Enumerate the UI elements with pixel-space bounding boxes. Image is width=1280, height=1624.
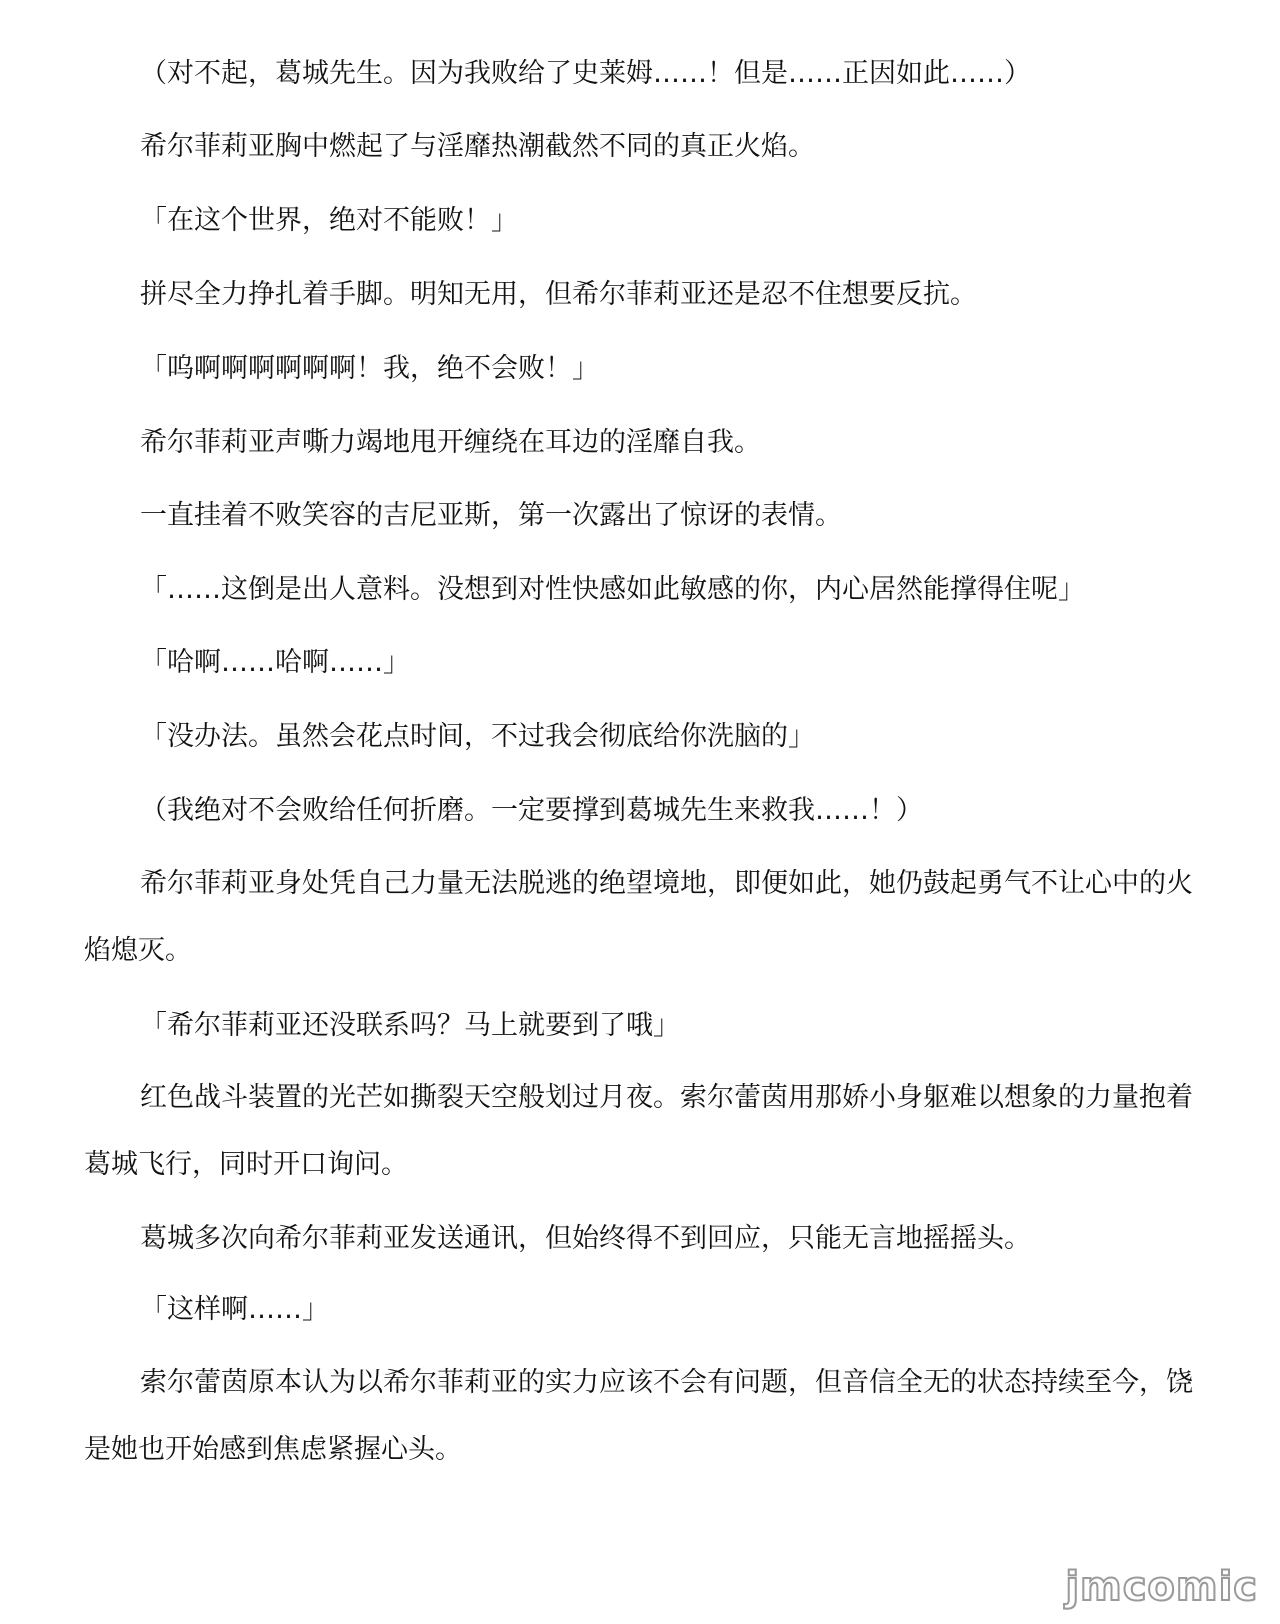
paragraph-11: （我绝对不会败给任何折磨。一定要撑到葛城先生来救我……！） [140,795,923,826]
paragraph-3: 「在这个世界，绝对不能败！」 [140,205,518,236]
paragraph-17: 索尔蕾茵原本认为以希尔菲莉亚的实力应该不会有问题，但音信全无的状态持续至今，饶是她也开始感到焦虑紧握心头。 [84,1367,1193,1465]
paragraph-8: 「……这倒是出人意料。没想到对性快感如此敏感的你，内心居然能撑得住呢」 [140,574,1085,605]
paragraph-10: 「没办法。虽然会花点时间，不过我会彻底给你洗脑的」 [140,721,815,752]
paragraph-4: 拼尽全力挣扎着手脚。明知无用，但希尔菲莉亚还是忍不住想要反抗。 [140,279,977,310]
watermark-logo: jmcomic [1065,1564,1258,1610]
paragraph-16: 「这样啊……」 [140,1294,329,1325]
paragraph-14: 红色战斗装置的光芒如撕裂天空般划过月夜。索尔蕾茵用那娇小身躯难以想象的力量抱着葛城飞行，同时开口询问。 [84,1082,1193,1180]
paragraph-12: 希尔菲莉亚身处凭自己力量无法脱逃的绝望境地，即便如此，她仍鼓起勇气不让心中的火焰熄灭。 [84,868,1193,966]
paragraph-15: 葛城多次向希尔菲莉亚发送通讯，但始终得不到回应，只能无言地摇摇头。 [140,1223,1031,1254]
paragraph-5: 「呜啊啊啊啊啊啊！我，绝不会败！」 [140,353,599,384]
paragraph-6: 希尔菲莉亚声嘶力竭地甩开缠绕在耳边的淫靡自我。 [140,427,761,458]
paragraph-2: 希尔菲莉亚胸中燃起了与淫靡热潮截然不同的真正火焰。 [140,131,815,162]
paragraph-13: 「希尔菲莉亚还没联系吗？马上就要到了哦」 [140,1010,680,1041]
paragraph-1: （对不起，葛城先生。因为我败给了史莱姆……！但是……正因如此……） [140,58,1031,89]
paragraph-9: 「哈啊……哈啊……」 [140,647,410,678]
paragraph-7: 一直挂着不败笑容的吉尼亚斯，第一次露出了惊讶的表情。 [140,500,842,531]
